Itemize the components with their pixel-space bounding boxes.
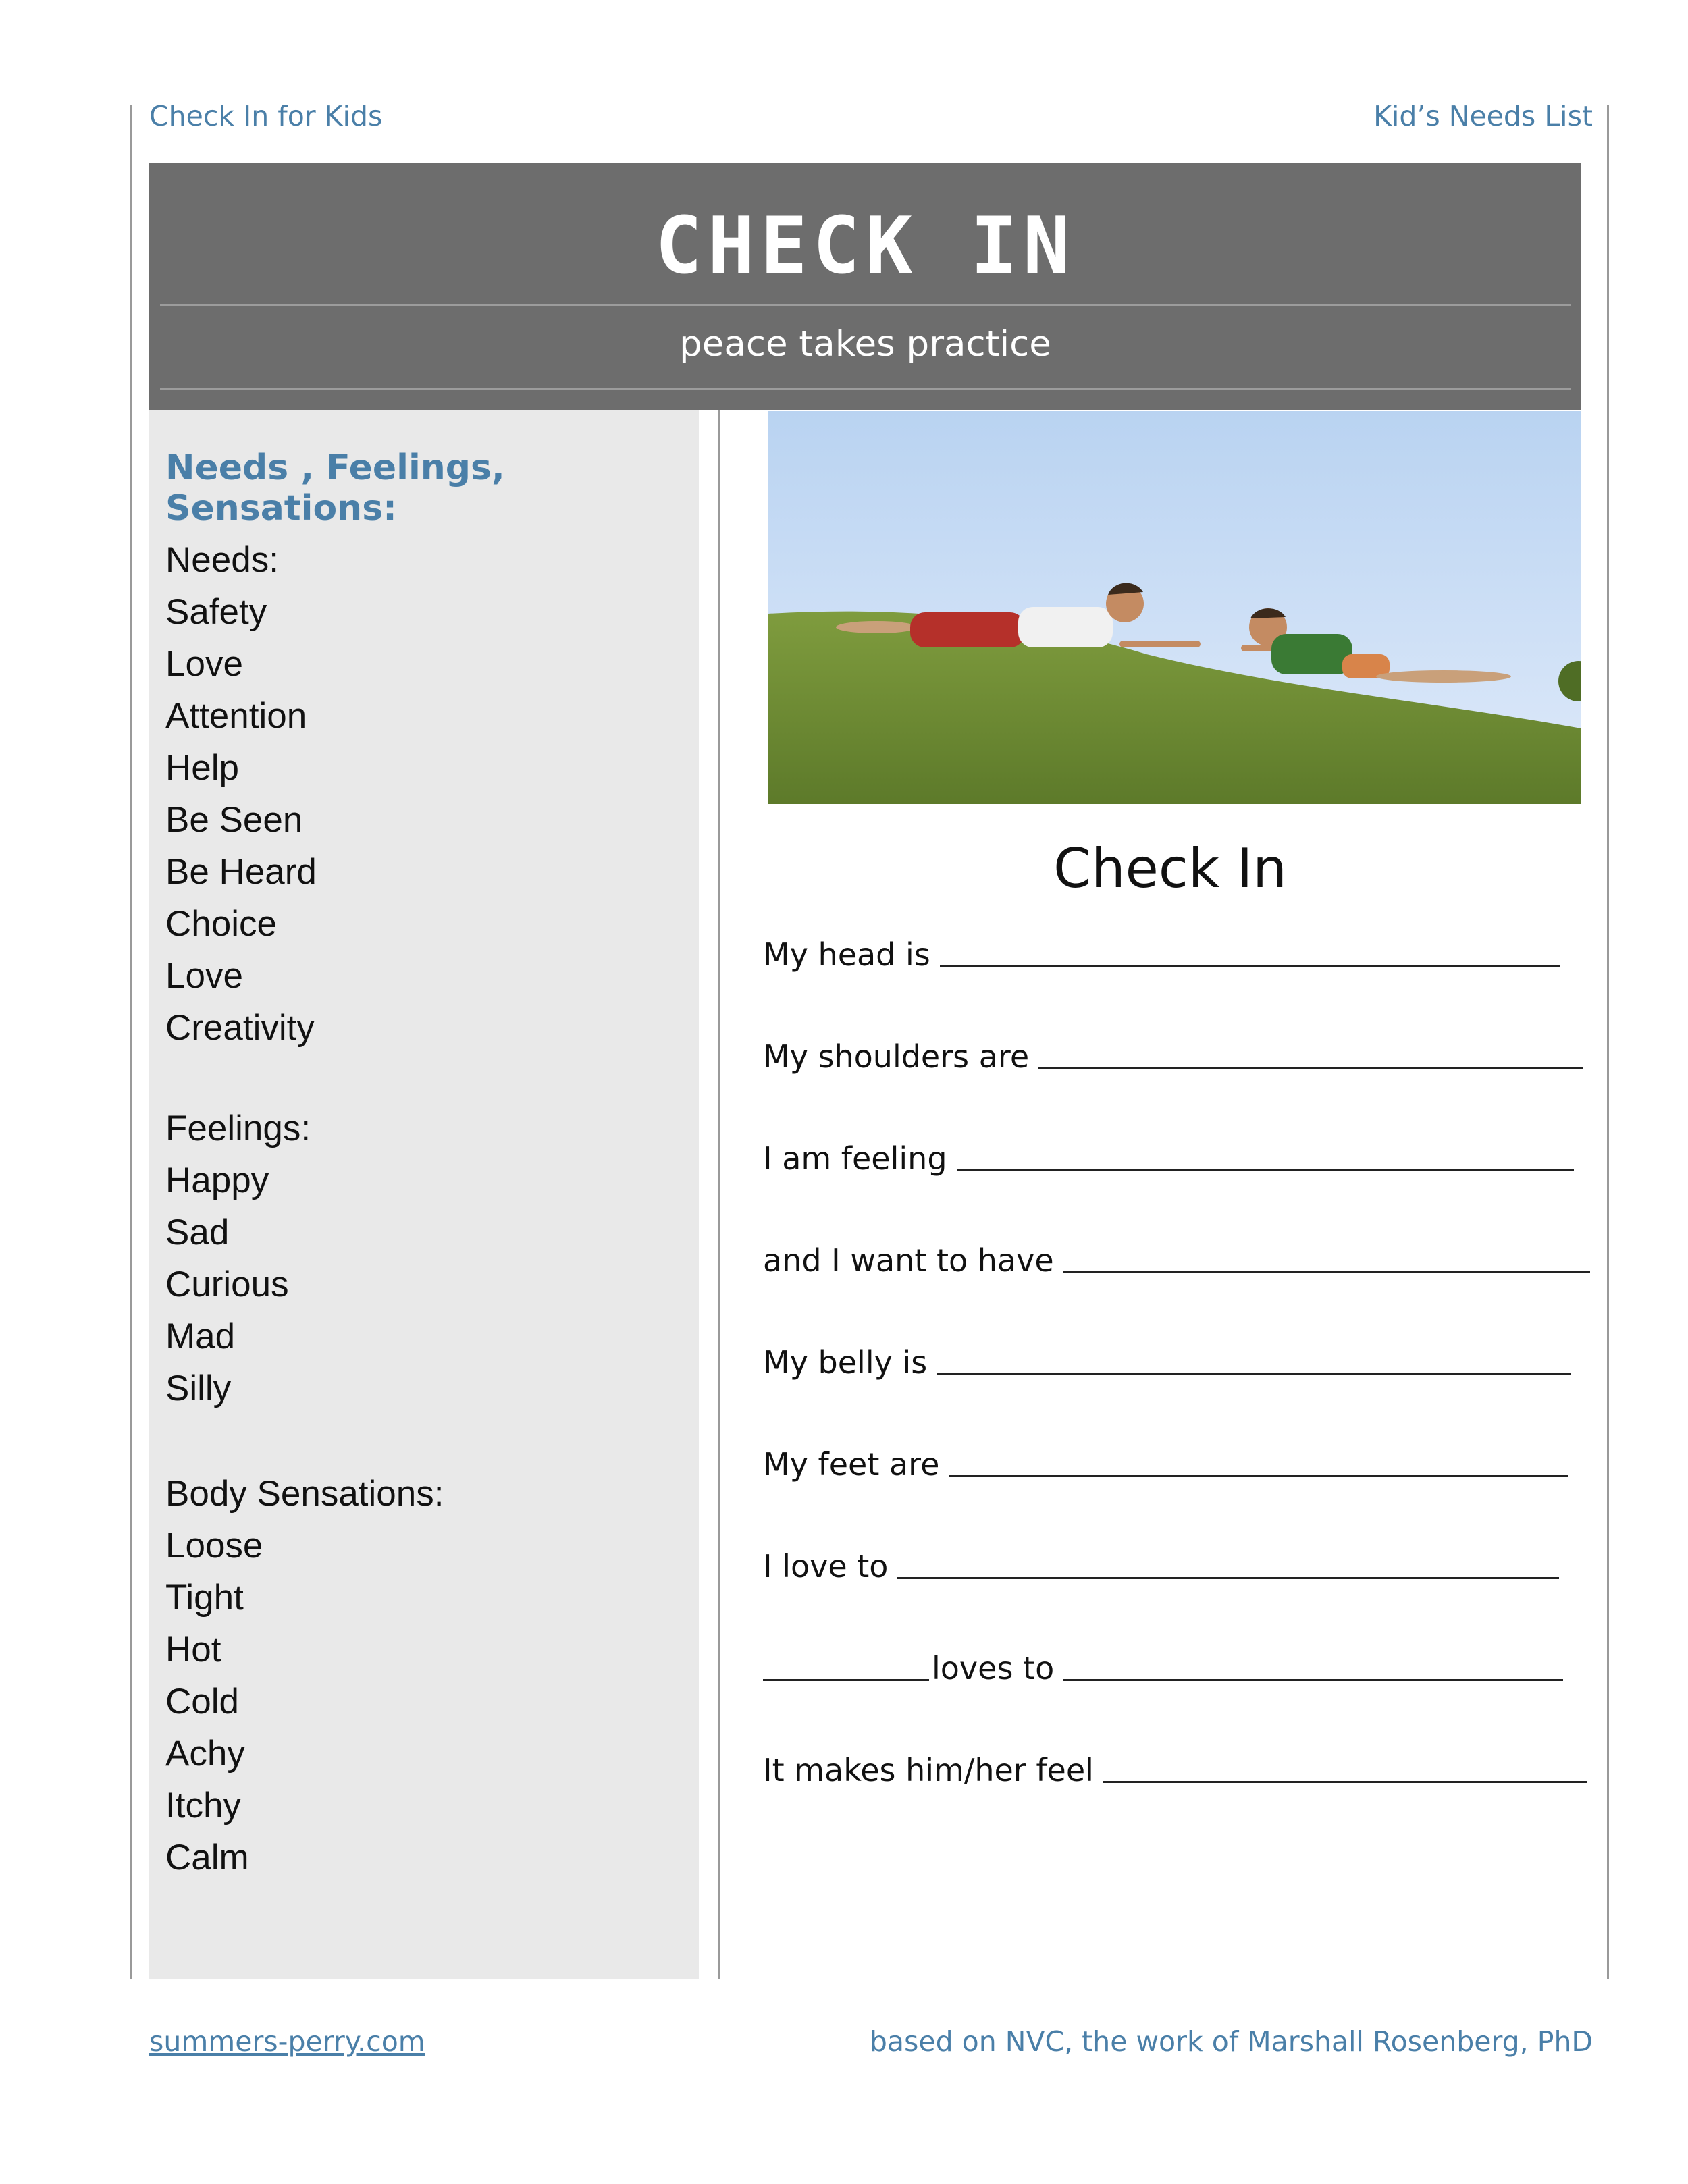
needs-label: Needs: (165, 540, 279, 580)
prompt-row-shoulders (763, 1032, 1583, 1075)
answer-blank[interactable] (897, 1577, 1559, 1579)
banner-title: CHECK IN (655, 201, 1076, 292)
list-item: Sad (165, 1213, 230, 1252)
needs-sidebar (149, 410, 699, 1979)
list-item: Be Seen (165, 800, 303, 840)
footer-credit: based on NVC, the work of Marshall Rosenberg, PhD (869, 2025, 1593, 2058)
list-item: Loose (165, 1526, 263, 1566)
sidebar-heading: Needs , Feelings, Sensations: (165, 448, 505, 529)
list-item: Attention (165, 696, 307, 736)
prompt-label: loves to (932, 1650, 1055, 1686)
prompt-label: It makes him/her feel (763, 1752, 1094, 1788)
list-item: Creativity (165, 1008, 315, 1048)
list-item: Help (165, 748, 240, 788)
banner-rule-top (160, 304, 1571, 306)
prompt-row-head (763, 930, 1560, 973)
header-right-text: Kid’s Needs List (1373, 100, 1593, 132)
list-item: Love (165, 644, 243, 684)
prompt-label: My head is (763, 936, 930, 973)
feelings-label: Feelings: (165, 1109, 311, 1148)
kids-on-hill-photo (768, 411, 1581, 804)
answer-blank[interactable] (1103, 1781, 1587, 1783)
prompt-row-feet (763, 1439, 1568, 1483)
list-item: Calm (165, 1838, 249, 1877)
name-blank[interactable] (763, 1679, 929, 1681)
answer-blank[interactable] (1063, 1679, 1563, 1681)
website-link[interactable]: summers-perry.com (149, 2025, 425, 2058)
list-item: Safety (165, 592, 267, 632)
prompt-row-belly (763, 1337, 1571, 1381)
list-item: Love (165, 956, 243, 996)
banner-subtitle: peace takes practice (679, 323, 1051, 365)
list-item: Silly (165, 1368, 232, 1408)
prompt-row-want (763, 1235, 1590, 1279)
prompt-label: I love to (763, 1548, 889, 1584)
header-left-text: Check In for Kids (149, 100, 383, 132)
title-banner (149, 163, 1581, 410)
prompt-row-feeling (763, 1134, 1574, 1177)
feelings-list (165, 1102, 311, 1414)
check-in-title: Check In (1053, 837, 1287, 900)
answer-blank[interactable] (937, 1373, 1571, 1375)
list-item: Cold (165, 1682, 240, 1722)
list-item: Mad (165, 1316, 236, 1356)
prompt-row-love (763, 1541, 1559, 1582)
banner-rule-bottom (160, 388, 1571, 390)
answer-blank[interactable] (1038, 1067, 1583, 1069)
prompt-label: My feet are (763, 1446, 940, 1483)
page-right-border (1607, 105, 1609, 1979)
list-item: Happy (165, 1161, 269, 1200)
list-item: Tight (165, 1578, 244, 1618)
prompt-row-loves-to (763, 1643, 1563, 1684)
list-item: Curious (165, 1264, 289, 1304)
answer-blank[interactable] (1063, 1271, 1590, 1273)
answer-blank[interactable] (949, 1475, 1568, 1477)
answer-blank[interactable] (940, 965, 1560, 967)
page-left-border (130, 105, 132, 1979)
answer-blank[interactable] (957, 1169, 1574, 1171)
list-item: Achy (165, 1734, 245, 1774)
list-item: Itchy (165, 1786, 241, 1826)
footer-left (149, 2025, 425, 2058)
prompt-label: I am feeling (763, 1140, 947, 1177)
column-divider (718, 410, 720, 1979)
list-item: Choice (165, 904, 277, 944)
sensations-label: Body Sensations: (165, 1474, 444, 1514)
list-item: Hot (165, 1630, 221, 1670)
prompt-row-makes-feel (763, 1745, 1587, 1786)
prompt-label: My shoulders are (763, 1038, 1030, 1075)
prompt-label: My belly is (763, 1344, 928, 1381)
prompt-label: and I want to have (763, 1242, 1054, 1279)
list-item: Be Heard (165, 852, 317, 892)
needs-list (165, 534, 317, 1054)
sensations-list (165, 1468, 444, 1884)
